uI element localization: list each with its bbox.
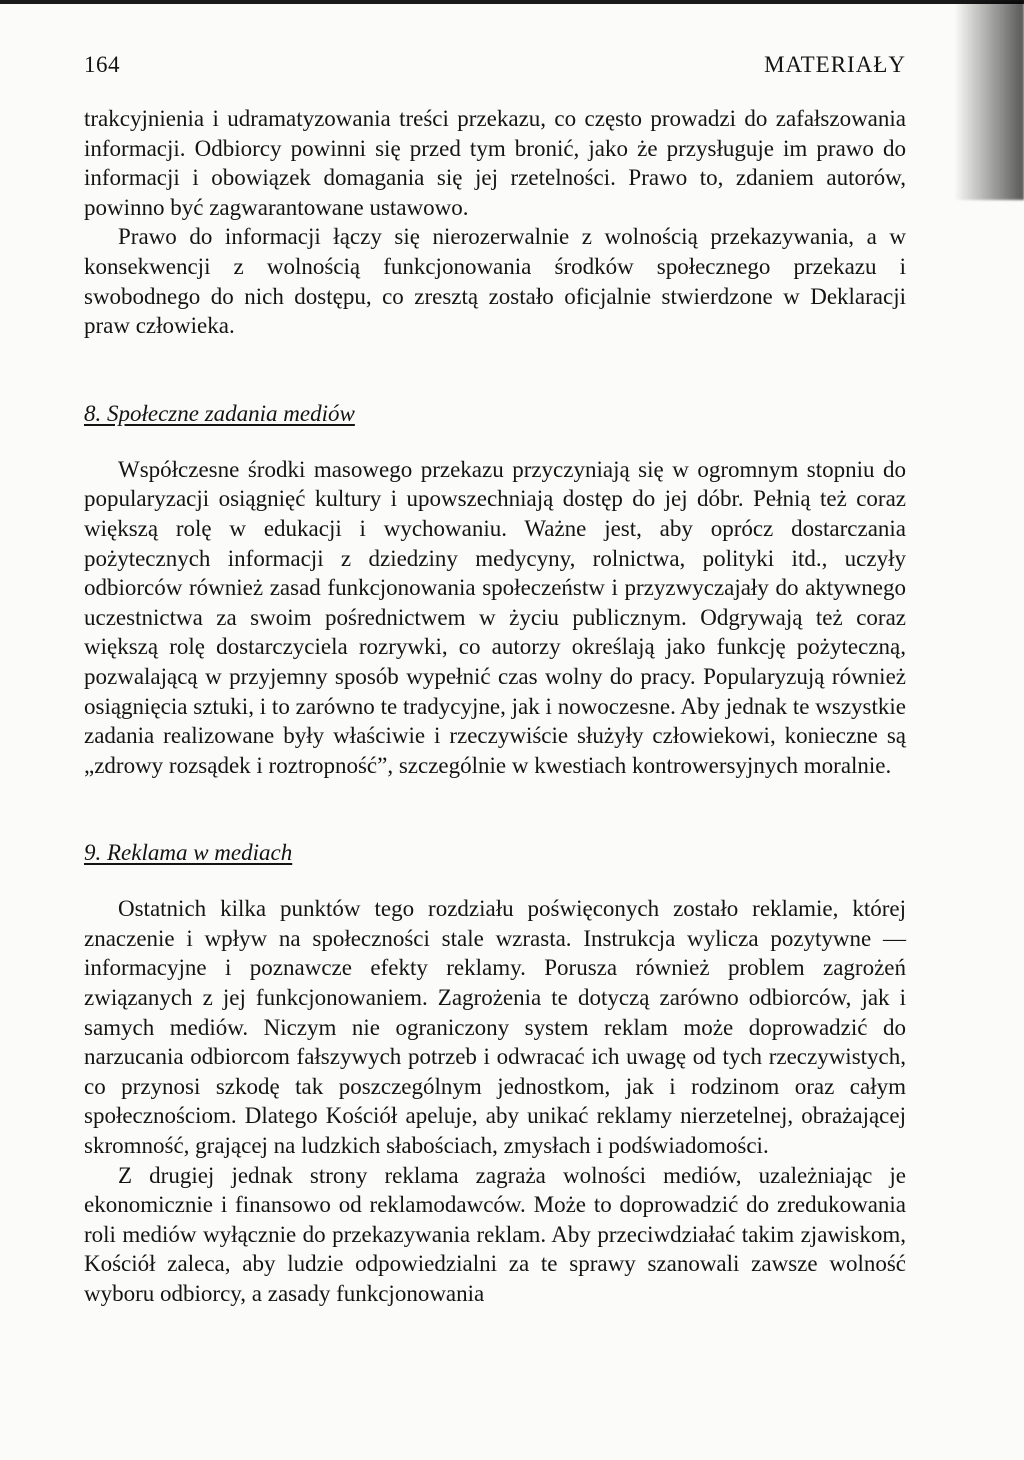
top-scan-edge [0, 0, 1024, 4]
paragraph-advertising-threats: Z drugiej jednak strony reklama zagraża wolności mediów, uzależniając je ekonomicznie i finansowo od reklamodawców. Może to doprowadzić do zredukowania roli mediów wyłącznie do przekazywania reklam. Aby przeciwdziałać takim zjawiskom, Kościół zaleca, aby ludzie odpowiedzialni za te sprawy szanowali zawsze wolność wyboru odbiorcy, a zasady funkcjonowania [84, 1162, 906, 1306]
paragraph-social-tasks: Współczesne środki masowego przekazu przyczyniają się w ogromnym stopniu do popularyzacji osiągnięć kultury i upowszechniają dostęp do jej dóbr. Pełnią też coraz większą rolę w edukacji i wychowaniu. Ważne jest, aby oprócz dostarczania pożytecznych informacji z dziedziny medycyny, rolnictwa, polityki itd., uczyły odbiorców również zasad funkcjonowania społeczeństw i przyzwyczajały do aktywnego uczestnictwa za swoim pośrednictwem w życiu publicznym. Odgrywają też coraz większą rolę dostarczyciela rozrywki, co autorzy określają jako funkcję pożyteczną, pozwalającą w przyjemny sposób wypełnić czas wolny do pracy. Popularyzują również osiągnięcia sztuki, i to zarówno te tradycyjne, jak i nowoczesne. Aby jednak te wszystkie zadania realizowane były właściwie i rzeczywiście służyły człowiekowi, konieczne są „zdrowy rozsądek i roztropność”, szczególnie w kwestiach kontrowersyjnych moralnie. [84, 456, 906, 778]
paragraph-continuation: trakcyjnienia i udramatyzowania treści przekazu, co często prowadzi do zafałszowania informacji. Odbiorcy powinni się przed tym bronić, jako że przysługuje im prawo do informacji i obowiązek domagania się jej rzetelności. Prawo to, zdaniem autorów, powinno być zagwarantowane ustawowo. [84, 106, 906, 220]
page-header [84, 52, 906, 92]
section-heading-9: 9. Reklama w mediach [84, 840, 293, 866]
page-body [84, 104, 906, 1309]
spacer [84, 866, 906, 894]
spacer [84, 427, 906, 455]
page-edge-shadow [954, 0, 1024, 200]
paragraph-advertising: Ostatnich kilka punktów tego rozdziału poświęconych zostało reklamie, której znaczenie i wpływ na społeczności stale wzrasta. Instrukcja wylicza pozytywne — informacyjne i poznawcze efekty reklamy. Porusza również problem zagrożeń związanych z jej funkcjonowaniem. Zagrożenia te dotyczą zarówno odbiorców, jak i samych mediów. Niczym nie ograniczony system reklam może doprowadzić do narzucania odbiorcom fałszywych potrzeb i odwracać ich uwagę od tych rzeczywistych, co przynosi szkodę tak poszczególnym jednostkom, jak i rodzinom oraz całym społecznościom. Dlatego Kościół apeluje, aby unikać reklamy nierzetelnej, obrażającej skromność, grającej na ludzkich słabościach, zmysłach i podświadomości. [84, 896, 906, 1159]
spacer [84, 780, 906, 840]
spacer [84, 341, 906, 401]
section-heading-8: 8. Społeczne zadania mediów [84, 400, 355, 426]
page-number: 164 [84, 52, 120, 77]
running-head: MATERIAŁY [764, 52, 906, 77]
paragraph-right-to-information: Prawo do informacji łączy się nierozerwalnie z wolnością przekazywania, a w konsekwencji z wolnością funkcjonowania środków społecznego przekazu i swobodnego do nich dostępu, co zresztą zostało oficjalnie stwierdzone w Deklaracji praw człowieka. [84, 224, 906, 339]
